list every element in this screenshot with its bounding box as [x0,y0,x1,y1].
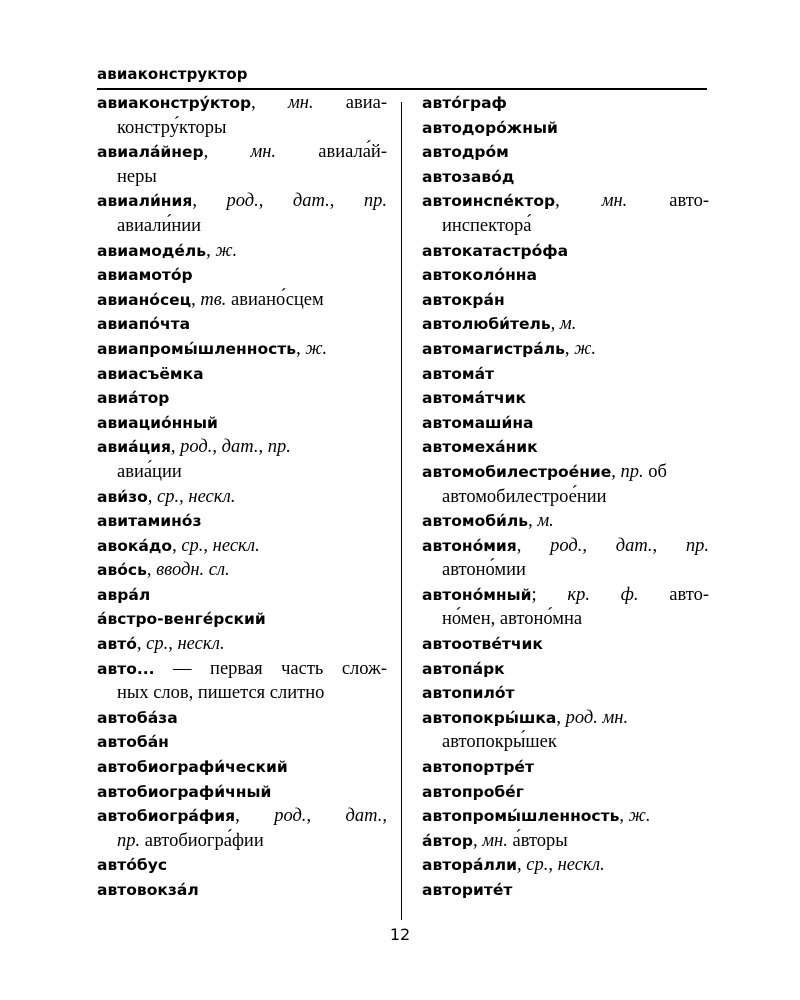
headword: авиа́ция [97,438,171,457]
headword: автозаво́д [422,167,515,186]
entry-line [97,607,387,632]
entry-text: авто- [638,584,709,605]
entry-line [422,706,709,731]
entry-line [97,878,387,903]
headword: автопробе́г [422,782,524,801]
entry-text: , [168,634,178,655]
headword: авто... [97,659,155,678]
headword: автобиогра́фия [97,807,236,826]
entry-text: автобиогра́фии [140,830,264,851]
entry-continuation-line [422,558,709,583]
entry-text: , [251,93,288,113]
entry-text: , [170,437,181,458]
headword: автопромы́шленность [422,807,620,826]
grammar-label: пр. [267,437,291,458]
headword: автоколо́нна [422,266,537,285]
entry-text: , [146,560,157,581]
entry-text: , [556,707,566,728]
grammar-label: ср. [526,855,549,876]
entry-text: , [203,535,213,556]
headword: автопило́т [422,684,515,703]
entry-line [97,730,387,755]
entry-line [422,411,709,436]
entry-line [97,239,387,264]
headword: авиамоде́ль [97,241,207,260]
headword: автомеха́ник [422,438,538,457]
entry-line [97,558,387,583]
entry-continuation-line [97,116,387,141]
headword: авитамино́з [97,512,202,531]
headword: а́втор [422,831,473,850]
entry-text: , [179,486,189,507]
entry-text: инспектора́ [442,215,532,236]
entry-line [97,657,387,682]
headword: авока́до [97,536,173,555]
headword: а́встро-венге́рский [97,610,266,629]
headword: автоно́мный [422,585,532,604]
headword: автодоро́жный [422,118,558,137]
entry-line [422,91,709,116]
entry-line [97,263,387,288]
headword: автокатастро́фа [422,241,569,260]
grammar-label: нескл. [188,486,236,507]
entry-continuation-line [422,607,709,632]
entry-line [97,632,387,657]
entry-text: авиала́й- [276,142,387,163]
entry-text: , [517,855,527,876]
entry-line [422,509,709,534]
grammar-label: ж. [305,338,328,359]
grammar-label: дат. [345,806,383,827]
entry-text: автомобилестрое́нии [442,486,607,507]
headword: аво́сь [97,561,147,580]
entry-text: авиано́сцем [226,289,324,310]
headword: автомоби́ль [422,512,529,531]
entry-text: , [172,535,182,556]
page-number: 12 [389,925,411,944]
headword: автора́лли [422,856,518,875]
grammar-label: мн. [601,191,628,212]
headword: автоба́за [97,708,178,727]
grammar-label: ж. [215,240,238,261]
grammar-label: род. мн. [565,707,629,728]
headword: авиапромы́шленность [97,339,297,358]
headword: ави́зо [97,487,148,506]
entry-text: , [382,806,387,827]
entry-text: авто- [627,191,709,212]
entry-continuation-line [97,829,387,854]
entry-line [97,411,387,436]
entry-line [97,91,387,116]
entry-text: , [296,338,306,359]
entry-line [97,337,387,362]
headword: автопортре́т [422,758,534,777]
grammar-label: пр. [620,461,644,482]
entry-line [422,534,709,559]
grammar-label: нескл. [557,855,605,876]
entry-line [97,435,387,460]
entry-line [422,460,709,485]
entry-text: а́вторы [507,830,568,851]
header-guide-word: авиаконструктор [97,65,248,83]
headword: автобиографи́ческий [97,758,288,777]
entry-line [97,853,387,878]
entry-text: но́мен, автоно́мна [442,609,583,630]
grammar-label: дат. [221,437,259,458]
entry-line [422,853,709,878]
entry-line [422,657,709,682]
grammar-label: род. [180,437,213,458]
entry-text: , [191,289,201,310]
grammar-label: род. [226,191,259,212]
entry-line [97,780,387,805]
headword: автома́т [422,364,495,383]
entry-text: авиали́нии [117,215,202,236]
entry-line [422,583,709,608]
entry-text: автоно́мии [442,560,526,581]
column-divider [401,102,402,920]
entry-line [422,362,709,387]
grammar-label: пр. [363,191,387,212]
entry-text: , [258,437,268,458]
entry-line [97,755,387,780]
headword: автоинспе́ктор [422,192,556,211]
entry-line [422,337,709,362]
entry-line [97,189,387,214]
entry-line [97,804,387,829]
entry-line [422,312,709,337]
entry-text: , [548,855,558,876]
entry-text: констру́кторы [117,117,227,138]
entry-text: , [206,240,216,261]
headword: авто́бус [97,856,168,875]
entry-line [422,878,709,903]
entry-continuation-line [97,460,387,485]
headword: автомобилестрое́ние [422,462,612,481]
entry-text: , [212,437,222,458]
entry-text: , [473,830,483,851]
entry-line [97,509,387,534]
entry-text: авиа́ции [117,461,182,482]
headword: автопокры́шка [422,708,557,727]
grammar-label: нескл. [212,535,260,556]
entry-line [97,485,387,510]
headword: автопа́рк [422,659,505,678]
entry-line [422,288,709,313]
headword: авто́ [97,635,137,654]
headword: авиала́йнер [97,143,204,162]
headword: авиали́ния [97,192,193,211]
headword: авиа́тор [97,389,170,408]
entry-text: , [516,535,551,556]
entry-line [422,116,709,141]
entry-text: , [550,314,560,335]
entry-text: , [652,535,686,556]
entry-line [97,312,387,337]
entry-text: , [582,535,616,556]
entry-continuation-line [97,214,387,239]
entry-continuation-line [422,730,709,755]
entry-line [97,140,387,165]
entry-line [422,386,709,411]
entry-text: , [564,338,575,359]
entry-line [422,165,709,190]
entry-line [422,435,709,460]
headword: автома́тчик [422,389,527,408]
headword: авиаконстру́ктор [97,94,252,112]
headword: автодро́м [422,143,509,162]
entry-continuation-line [97,165,387,190]
grammar-label: род. [274,806,307,827]
entry-line [97,362,387,387]
headword: автобиографи́чный [97,782,272,801]
headword: авто́граф [422,94,507,112]
entry-text: автопокры́шек [442,732,557,753]
grammar-label: ж. [628,806,651,827]
entry-line [97,534,387,559]
headword: автокра́н [422,290,505,309]
headword: автоно́мия [422,536,517,555]
entry-text: , [258,191,293,212]
entry-text: ; [531,584,568,605]
headword: автолюби́тель [422,315,551,334]
entry-line [422,140,709,165]
entry-line [422,829,709,854]
headword: авра́л [97,585,151,604]
headword: автомагистра́ль [422,339,565,358]
entry-text: , [306,806,346,827]
headword: автоотве́тчик [422,635,543,654]
headword: авиамото́р [97,266,193,285]
entry-line [422,681,709,706]
entry-text: , [136,634,147,655]
grammar-label: вводн. сл. [156,560,230,581]
entry-line [97,386,387,411]
entry-text: , [329,191,364,212]
entry-continuation-line [422,485,709,510]
entry-text: , [192,191,227,212]
headword: автоба́н [97,733,169,752]
headword: авиацио́нный [97,413,218,432]
entry-text: об [643,461,667,482]
entry-line [422,263,709,288]
grammar-label: нескл. [177,634,225,655]
headword: авиано́сец [97,290,192,309]
right-column [422,91,709,903]
entry-line [97,583,387,608]
grammar-label: дат. [292,191,330,212]
headword: авторите́т [422,881,513,899]
entry-line [422,804,709,829]
entry-text: ных слов, пишется слитно [117,683,325,704]
entry-text: , [147,486,158,507]
grammar-label: ср. [157,486,180,507]
headword: автовокза́л [97,881,199,899]
grammar-label: род. [550,535,583,556]
entry-line [97,706,387,731]
entry-line [422,632,709,657]
grammar-label: ж. [574,338,596,359]
left-column [97,91,387,903]
grammar-label: мн. [287,93,314,113]
entry-line [422,755,709,780]
grammar-label: ср. [181,535,204,556]
entry-line [97,288,387,313]
grammar-label: м. [559,314,577,335]
entry-line [422,780,709,805]
grammar-label: мн. [250,142,277,163]
grammar-label: м. [537,511,554,532]
headword: авиасъёмка [97,364,204,383]
grammar-label: кр. ф. [567,584,639,605]
entry-text: , [555,191,602,212]
entry-text: неры [117,166,157,187]
grammar-label: пр. [685,535,709,556]
entry-continuation-line [97,681,387,706]
entry-text: — первая часть слож- [154,658,387,679]
headword: автомаши́на [422,413,534,432]
entry-line [422,189,709,214]
grammar-label: мн. [482,830,508,851]
entry-text: , [611,461,621,482]
entry-continuation-line [422,214,709,239]
grammar-label: ср. [146,634,169,655]
grammar-label: дат. [615,535,653,556]
entry-text: , [619,806,629,827]
entry-text: , [528,511,538,532]
entry-text: , [203,142,251,163]
headword: авиапо́чта [97,315,191,334]
grammar-label: пр. [117,830,141,851]
entry-text: , [235,806,275,827]
entry-line [422,239,709,264]
entry-text: авиа- [313,93,387,113]
header-rule [97,88,707,90]
grammar-label: тв. [200,289,227,310]
